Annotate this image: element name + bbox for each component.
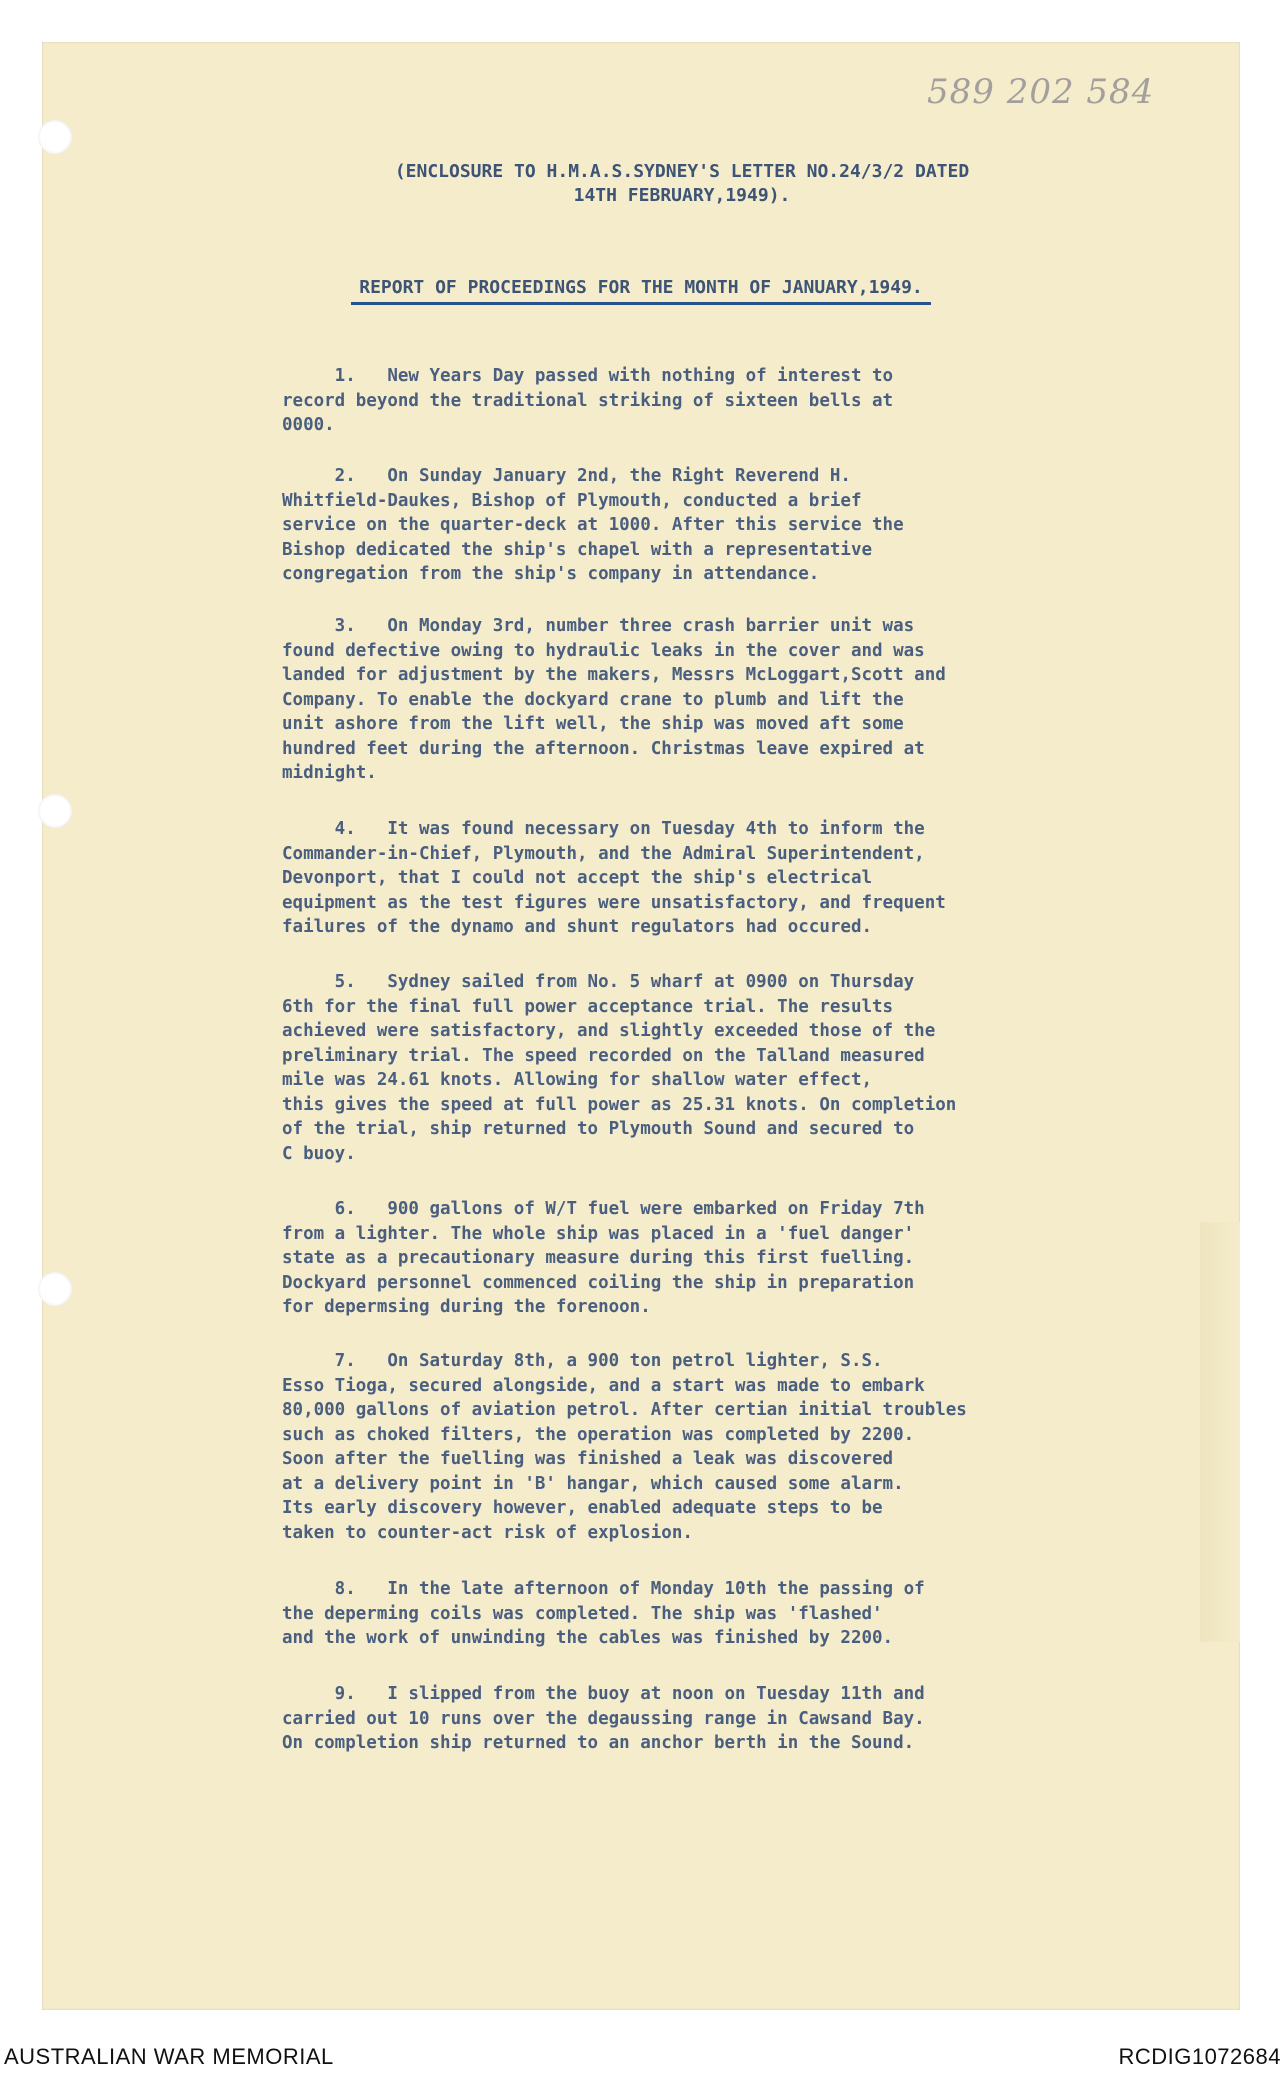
document-page (42, 42, 1240, 2010)
footer-institution: AUSTRALIAN WAR MEMORIAL (4, 2044, 334, 2069)
paragraph-5: 5. Sydney sailed from No. 5 wharf at 0900 on Thursday 6th for the final full power acceptance trial. The results achieved were satisfactory, and slightly exceeded those of the preliminary trial. The speed recorded on the Talland measured mile was 24.61 knots. Allowing for shallow water effect, this gives the speed at full power as 25.31 knots. On completion of the trial, ship returned to Plymouth Sound and secured to C buoy. (282, 972, 957, 1164)
paragraph-2: 2. On Sunday January 2nd, the Right Reverend H. Whitfield-Daukes, Bishop of Plymouth, conducted a brief service on the quarter-deck at 1000. After this service the Bishop dedicated the ship's chapel with a representative congregation from the ship's company in attendance. (282, 466, 904, 584)
report-title-wrap (42, 277, 1240, 305)
page-edge-fold (1200, 1222, 1240, 1642)
paragraph-7: 7. On Saturday 8th, a 900 ton petrol lighter, S.S. Esso Tioga, secured alongside, and a start was made to embark 80,000 gallons of aviation petrol. After certian initial troubles such as choked filters, the operation was completed by 2200. Soon after the fuelling was finished a leak was discovered at a delivery point in 'B' hangar, which caused some alarm. Its early discovery however, enabled adequate steps to be taken to counter-act risk of explosion. (282, 1351, 967, 1543)
paragraph-8: 8. In the late afternoon of Monday 10th the passing of the deperming coils was completed. The ship was 'flashed' and the work of unwinding the cables was finished by 2200. (282, 1579, 925, 1648)
paragraph-9: 9. I slipped from the buoy at noon on Tuesday 11th and carried out 10 runs over the degaussing range in Cawsand Bay. On completion ship returned to an anchor berth in the Sound. (282, 1684, 925, 1753)
punch-hole-top (38, 120, 72, 154)
paragraph-4: 4. It was found necessary on Tuesday 4th to inform the Commander-in-Chief, Plymouth, and the Admiral Superintendent, Devonport, that I could not accept the ship's electrical equipment as the test figures were unsatisfactory, and frequent failures of the dynamo and shunt regulators had occured. (282, 819, 946, 937)
header-line-2: 14TH FEBRUARY,1949). (573, 185, 791, 206)
footer-record-id: RCDIG1072684 (1118, 2044, 1281, 2069)
punch-hole-middle (38, 794, 72, 828)
paragraph-6: 6. 900 gallons of W/T fuel were embarked on Friday 7th from a lighter. The whole ship was placed in a 'fuel danger' state as a precautionary measure during this first fuelling. Dockyard personnel commenced coiling the ship in preparation for depermsing during the forenoon. (282, 1199, 925, 1317)
archive-reference-number: 589 202 584 (927, 72, 1155, 112)
enclosure-header (282, 160, 1082, 208)
paragraph-1: 1. New Years Day passed with nothing of interest to record beyond the traditional striking of sixteen bells at 0000. (282, 366, 894, 435)
report-title: REPORT OF PROCEEDINGS FOR THE MONTH OF JANUARY,1949. (351, 277, 931, 305)
paragraph-3: 3. On Monday 3rd, number three crash barrier unit was found defective owing to hydraulic leaks in the cover and was landed for adjustment by the makers, Messrs McLoggart,Scott and Company. To enable the dockyard crane to plumb and lift the unit ashore from the lift well, the ship was moved aft some hundred feet during the afternoon. Christmas leave expired at midnight. (282, 616, 946, 783)
punch-hole-bottom (38, 1272, 72, 1306)
header-line-1: (ENCLOSURE TO H.M.A.S.SYDNEY'S LETTER NO.24/3/2 DATED (394, 161, 970, 182)
